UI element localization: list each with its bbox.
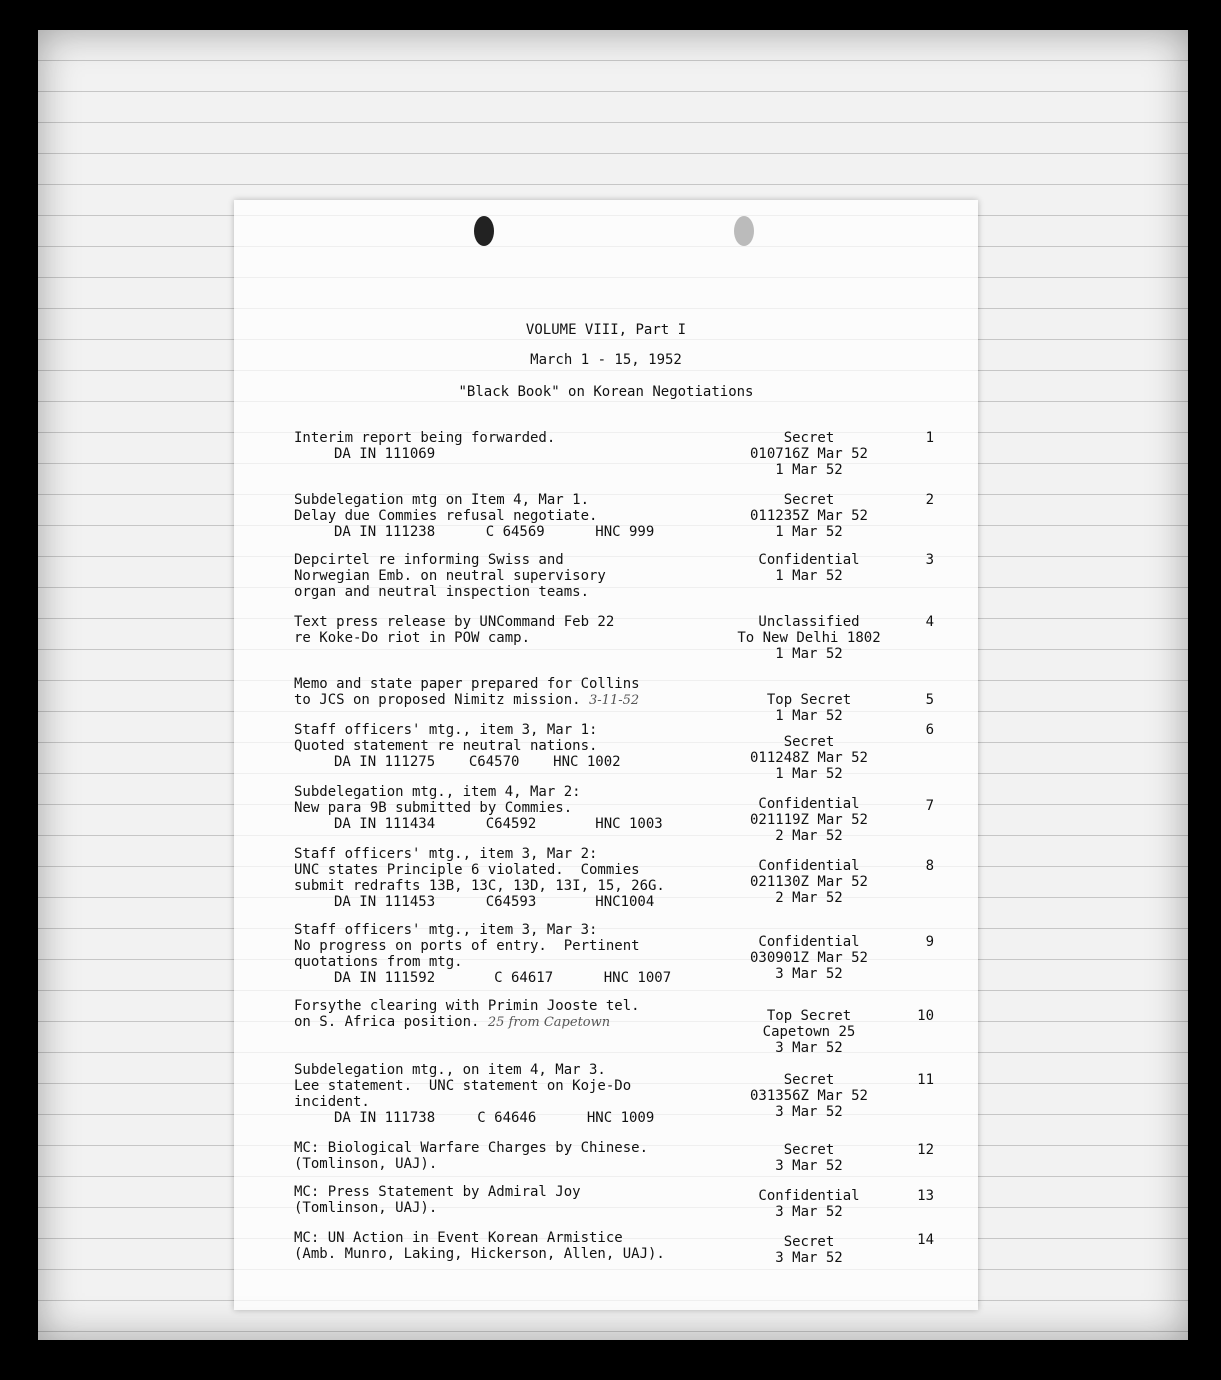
entry-description <box>294 1230 714 1262</box>
classification-label: Confidential <box>758 552 860 568</box>
description-line: (Tomlinson, UAJ). <box>294 1156 438 1172</box>
classification-line: 021130Z Mar 52 <box>749 874 868 890</box>
classification-label: Top Secret <box>766 1008 852 1024</box>
description-line: to JCS on proposed Nimitz mission. <box>294 692 581 708</box>
classification-label: Secret <box>783 734 835 750</box>
description-line: Staff officers' mtg., item 3, Mar 1: <box>294 722 598 738</box>
classification-line: 031356Z Mar 52 <box>749 1088 868 1104</box>
description-line: submit redrafts 13B, 13C, 13D, 13I, 15, 26G. <box>294 878 665 894</box>
entry-number: 5 <box>925 692 934 708</box>
classification-line: 3 Mar 52 <box>775 1040 843 1056</box>
description-line: Norwegian Emb. on neutral supervisory <box>294 568 606 584</box>
description-line: incident. <box>294 1094 370 1110</box>
description-line: (Amb. Munro, Laking, Hickerson, Allen, UAJ). <box>294 1246 665 1262</box>
classification-line: 1 Mar 52 <box>775 568 843 584</box>
entry-reference: DA IN 111738 C 64646 HNC 1009 <box>334 1110 655 1126</box>
description-line: MC: Press Statement by Admiral Joy <box>294 1184 581 1200</box>
entry-number: 8 <box>925 858 934 874</box>
volume-heading: VOLUME VIII, Part I <box>525 322 687 338</box>
entry-classification <box>724 858 894 906</box>
entry-number: 1 <box>925 430 934 446</box>
classification-line: 3 Mar 52 <box>775 966 843 982</box>
description-line: Subdelegation mtg., item 4, Mar 2: <box>294 784 581 800</box>
description-line: Forsythe clearing with Primin Jooste tel. <box>294 998 640 1014</box>
entry-classification <box>724 692 894 724</box>
classification-label: Secret <box>783 1072 835 1088</box>
description-line: re Koke-Do riot in POW camp. <box>294 630 531 646</box>
classification-line: 1 Mar 52 <box>775 524 843 540</box>
entry-number: 10 <box>917 1008 934 1024</box>
description-line: Delay due Commies refusal negotiate. <box>294 508 598 524</box>
entry-number: 9 <box>925 934 934 950</box>
classification-line: 1 Mar 52 <box>775 462 843 478</box>
entry-classification <box>724 430 894 478</box>
classification-line: 030901Z Mar 52 <box>749 950 868 966</box>
entry-classification <box>724 1008 894 1056</box>
entry-number: 12 <box>917 1142 934 1158</box>
entry-number: 3 <box>925 552 934 568</box>
description-line: MC: UN Action in Event Korean Armistice <box>294 1230 623 1246</box>
entry-reference: DA IN 111275 C64570 HNC 1002 <box>334 754 621 770</box>
entry-description <box>294 1140 714 1172</box>
classification-line: 011235Z Mar 52 <box>749 508 868 524</box>
entry-description <box>294 846 714 894</box>
entry-classification <box>724 614 894 662</box>
entry-description <box>294 998 714 1031</box>
punch-hole-icon <box>734 216 754 246</box>
entry-description <box>294 922 714 970</box>
entry-number: 6 <box>925 722 934 738</box>
entry-classification <box>724 492 894 540</box>
entry-number: 13 <box>917 1188 934 1204</box>
entry-description <box>294 614 714 646</box>
classification-label: Secret <box>783 430 835 446</box>
description-line: UNC states Principle 6 violated. Commies <box>294 862 640 878</box>
entry-classification <box>724 1142 894 1174</box>
description-line: New para 9B submitted by Commies. <box>294 800 573 816</box>
description-line: Memo and state paper prepared for Collins <box>294 676 640 692</box>
entry-number: 4 <box>925 614 934 630</box>
entry-description <box>294 552 714 600</box>
handwritten-note: 25 from Capetown <box>487 1015 611 1030</box>
classification-label: Confidential <box>758 858 860 874</box>
classification-line: 3 Mar 52 <box>775 1250 843 1266</box>
entry-classification <box>724 1234 894 1266</box>
classification-label: Confidential <box>758 796 860 812</box>
classification-line: 2 Mar 52 <box>775 890 843 906</box>
entry-description <box>294 784 714 816</box>
entry-number: 2 <box>925 492 934 508</box>
entry-classification <box>724 796 894 844</box>
entry-number: 11 <box>917 1072 934 1088</box>
entry-description <box>294 1184 714 1216</box>
entry-description <box>294 722 714 754</box>
entry-classification <box>724 1188 894 1220</box>
entry-classification <box>724 734 894 782</box>
classification-line: 1 Mar 52 <box>775 766 843 782</box>
entry-reference: DA IN 111069 <box>334 446 436 462</box>
entry-classification <box>724 552 894 584</box>
classification-label: Confidential <box>758 1188 860 1204</box>
description-line: on S. Africa position. <box>294 1014 480 1030</box>
classification-line: Capetown 25 <box>762 1024 856 1040</box>
classification-line: 2 Mar 52 <box>775 828 843 844</box>
entry-description <box>294 492 714 524</box>
classification-line: 3 Mar 52 <box>775 1204 843 1220</box>
entry-reference: DA IN 111238 C 64569 HNC 999 <box>334 524 655 540</box>
description-line: quotations from mtg. <box>294 954 463 970</box>
classification-label: Secret <box>783 1142 835 1158</box>
punch-hole-icon <box>474 216 494 246</box>
description-line: Quoted statement re neutral nations. <box>294 738 598 754</box>
entry-description <box>294 1062 714 1110</box>
description-line: Depcirtel re informing Swiss and <box>294 552 564 568</box>
classification-line: 1 Mar 52 <box>775 708 843 724</box>
classification-label: Confidential <box>758 934 860 950</box>
classification-label: Secret <box>783 492 835 508</box>
document-title: "Black Book" on Korean Negotiations <box>458 384 754 400</box>
classification-label: Top Secret <box>766 692 852 708</box>
classification-line: 3 Mar 52 <box>775 1104 843 1120</box>
description-line: Interim report being forwarded. <box>294 430 556 446</box>
classification-label: Secret <box>783 1234 835 1250</box>
description-line: Staff officers' mtg., item 3, Mar 3: <box>294 922 598 938</box>
entry-reference: DA IN 111453 C64593 HNC1004 <box>334 894 655 910</box>
classification-label: Unclassified <box>758 614 860 630</box>
description-line: Staff officers' mtg., item 3, Mar 2: <box>294 846 598 862</box>
handwritten-note: 3-11-52 <box>589 693 640 708</box>
description-line: Text press release by UNCommand Feb 22 <box>294 614 615 630</box>
entry-classification <box>724 934 894 982</box>
entry-number: 14 <box>917 1232 934 1248</box>
description-line: MC: Biological Warfare Charges by Chinese. <box>294 1140 649 1156</box>
description-line: No progress on ports of entry. Pertinent <box>294 938 640 954</box>
scanned-page <box>38 30 1188 1340</box>
description-line: Subdelegation mtg on Item 4, Mar 1. <box>294 492 590 508</box>
entry-number: 7 <box>925 798 934 814</box>
description-line: (Tomlinson, UAJ). <box>294 1200 438 1216</box>
classification-line: 011248Z Mar 52 <box>749 750 868 766</box>
description-line: Lee statement. UNC statement on Koje-Do <box>294 1078 632 1094</box>
date-range: March 1 - 15, 1952 <box>530 352 682 368</box>
entry-description <box>294 676 714 709</box>
classification-line: To New Delhi 1802 <box>737 630 881 646</box>
entry-classification <box>724 1072 894 1120</box>
document-sheet <box>234 200 978 1310</box>
description-line: Subdelegation mtg., on item 4, Mar 3. <box>294 1062 606 1078</box>
classification-line: 3 Mar 52 <box>775 1158 843 1174</box>
entry-reference: DA IN 111592 C 64617 HNC 1007 <box>334 970 672 986</box>
entry-description <box>294 430 714 446</box>
description-line: organ and neutral inspection teams. <box>294 584 590 600</box>
classification-line: 1 Mar 52 <box>775 646 843 662</box>
classification-line: 010716Z Mar 52 <box>749 446 868 462</box>
classification-line: 021119Z Mar 52 <box>749 812 868 828</box>
entry-reference: DA IN 111434 C64592 HNC 1003 <box>334 816 663 832</box>
